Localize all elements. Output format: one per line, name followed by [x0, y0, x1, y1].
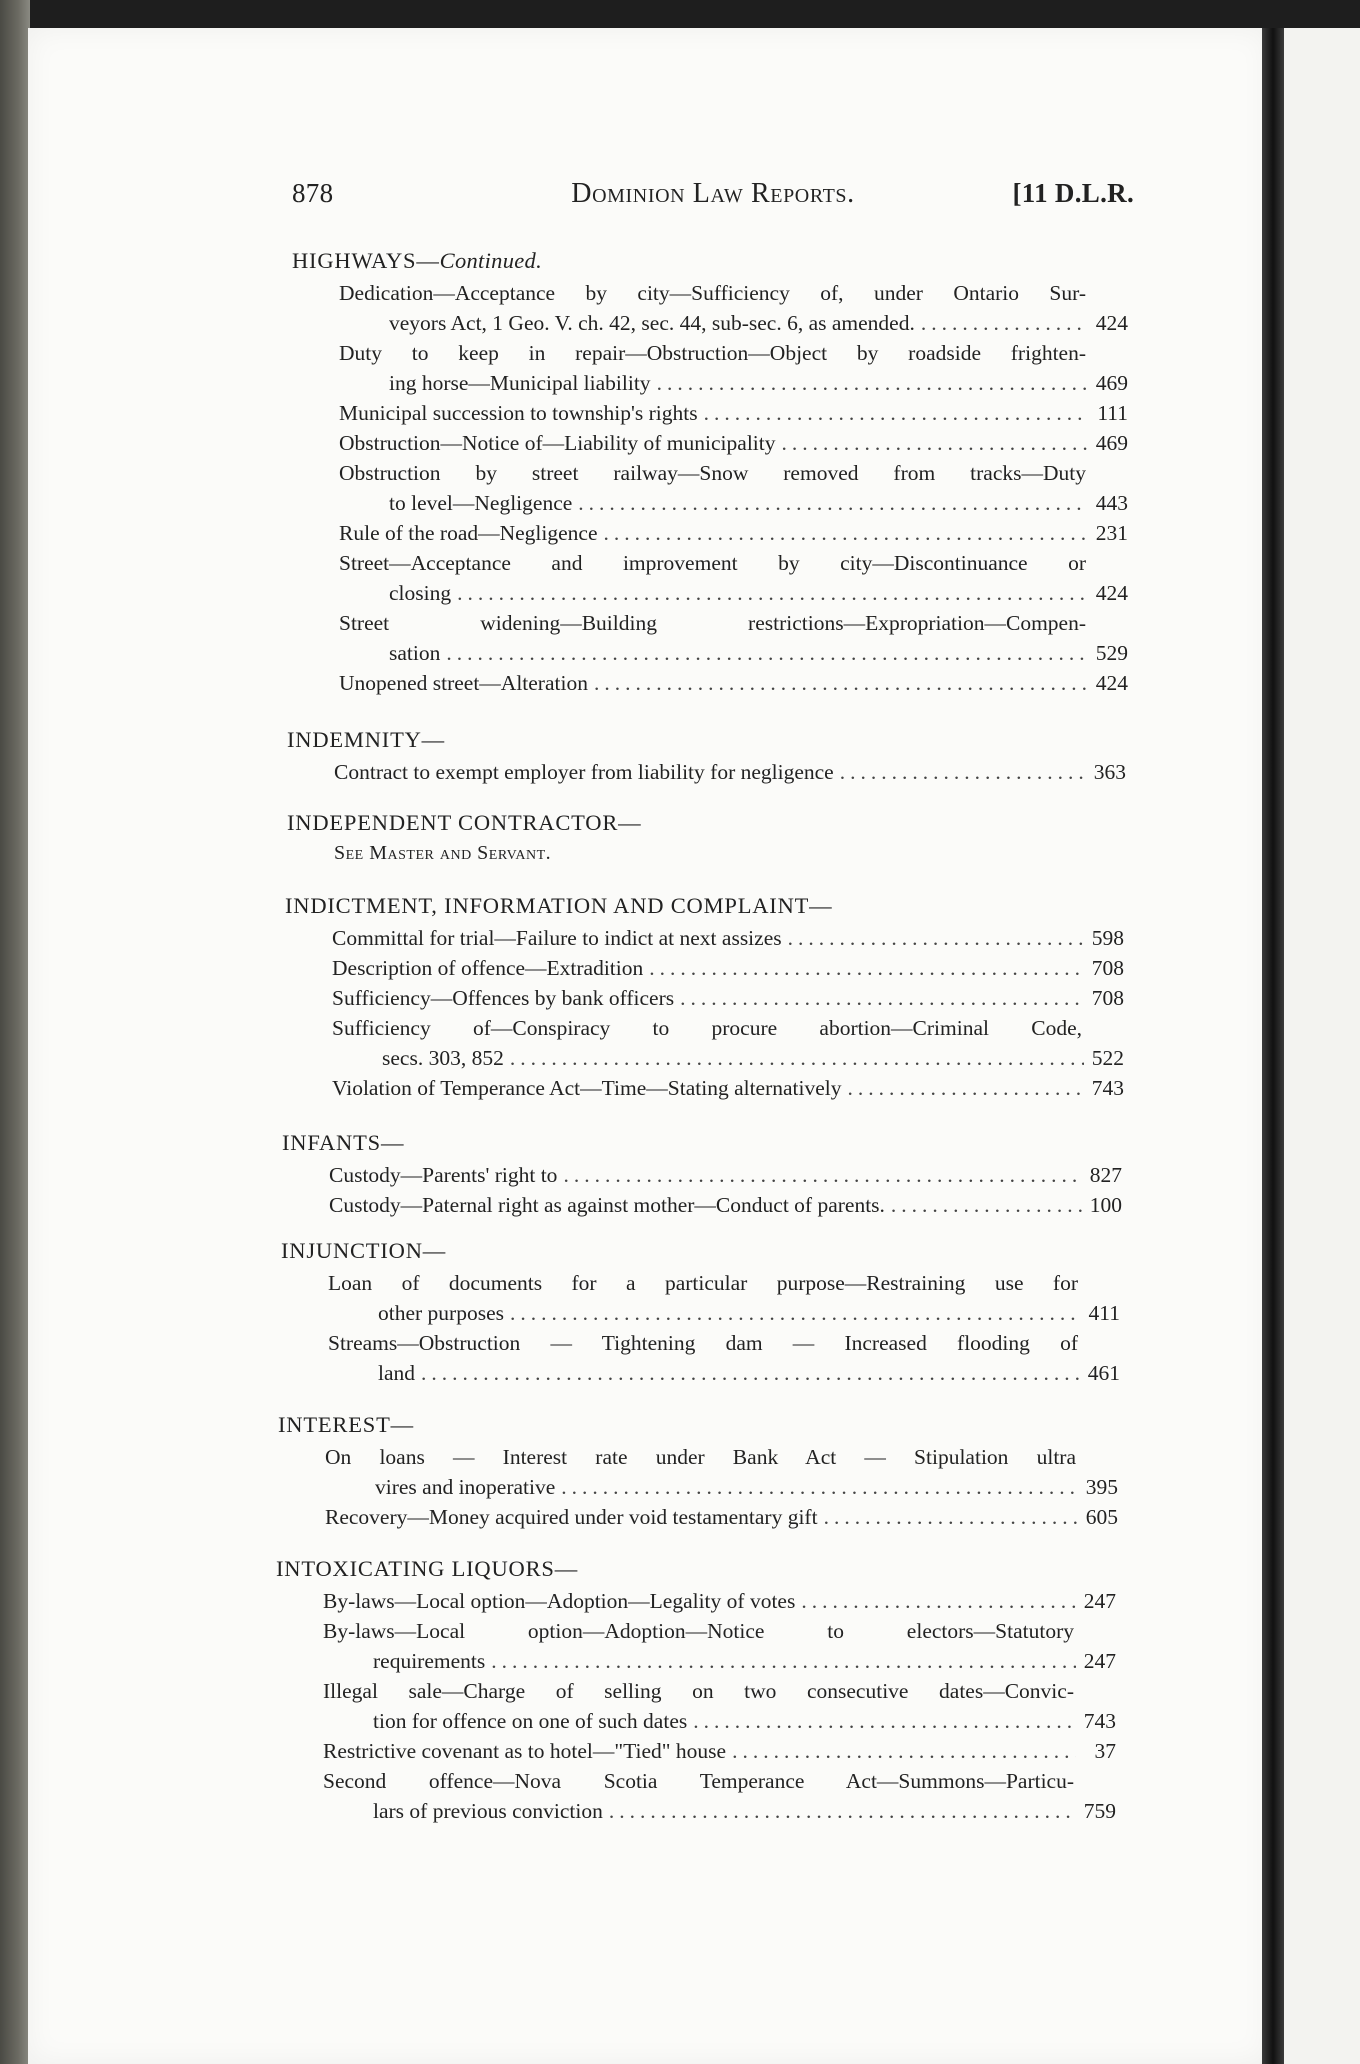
- entry-text-line: Loan of documents for a particular purpose—Restraining use for: [328, 1271, 1078, 1295]
- index-heading-text: INDEMNITY—: [287, 727, 445, 752]
- entry-text-line: Custody—Paternal right as against mother—Conduct of parents.: [329, 1193, 885, 1217]
- entry-text-line: Contract to exempt employer from liability for negligence: [334, 760, 834, 784]
- entry-text-line: Sufficiency—Offences by bank officers: [332, 986, 675, 1010]
- index-heading-text: HIGHWAYS—: [292, 248, 440, 273]
- page-reference: 247: [1083, 1589, 1116, 1613]
- leader-dots: [510, 1300, 1080, 1326]
- leader-dots: [801, 1588, 1076, 1614]
- leader-dots: [609, 1798, 1076, 1824]
- page-reference: 37: [1094, 1739, 1116, 1763]
- entry-text-line: Obstruction by street railway—Snow removed from tracks—Duty: [339, 461, 1086, 485]
- entry-text-line: Custody—Parents' right to: [329, 1163, 558, 1187]
- index-heading: [287, 810, 641, 836]
- entry-row: [389, 640, 1128, 666]
- entry-text-line: Violation of Temperance Act—Time—Stating alternatively: [332, 1076, 842, 1100]
- leader-dots: [510, 1045, 1084, 1071]
- leader-dots: [563, 1162, 1082, 1188]
- index-heading: [278, 1412, 414, 1438]
- entry-text-line: vires and inoperative: [375, 1475, 556, 1499]
- entry-row: [373, 1648, 1116, 1674]
- entry-text-line: tion for offence on one of such dates: [373, 1709, 688, 1733]
- leader-dots: [491, 1648, 1076, 1674]
- leader-dots: [594, 670, 1088, 696]
- page-reference: 529: [1095, 641, 1128, 665]
- entry-text-line: Rule of the road—Negligence: [339, 521, 598, 545]
- page-reference: 759: [1083, 1799, 1116, 1823]
- leader-dots: [824, 1504, 1078, 1530]
- index-heading-text: INDEPENDENT CONTRACTOR—: [287, 810, 642, 835]
- page-reference: 598: [1091, 926, 1124, 950]
- entry-text-line: On loans — Interest rate under Bank Act — Stipulation ultra: [325, 1445, 1076, 1469]
- page-reference: 443: [1095, 491, 1128, 515]
- page-reference: 522: [1091, 1046, 1124, 1070]
- entry-row: [325, 1504, 1118, 1530]
- index-heading-continued: Continued.: [439, 248, 543, 273]
- journal-title: Dominion Law Reports.: [571, 178, 855, 209]
- entry-row: [323, 1588, 1116, 1614]
- page-reference: 469: [1095, 431, 1128, 455]
- index-heading: [282, 1130, 404, 1156]
- entry-row: [378, 1300, 1120, 1326]
- leader-dots: [649, 955, 1084, 981]
- leader-dots: [680, 985, 1084, 1011]
- index-heading-text: INTOXICATING LIQUORS—: [276, 1556, 578, 1581]
- entry-text-line: Duty to keep in repair—Obstruction—Object by roadside frighten-: [339, 341, 1086, 365]
- entry-row: [339, 400, 1128, 426]
- entry-text-line: Obstruction—Notice of—Liability of municipality: [339, 431, 776, 455]
- entry-text-line: Sufficiency of—Conspiracy to procure abortion—Criminal Code,: [332, 1016, 1082, 1040]
- entry-text-line: closing: [389, 581, 452, 605]
- page-reference: 424: [1095, 671, 1128, 695]
- entry-row: [378, 1360, 1120, 1386]
- index-heading-text: INFANTS—: [282, 1130, 405, 1155]
- entry-row: [323, 1738, 1116, 1764]
- entry-row: [382, 1045, 1124, 1071]
- entry-row: [373, 1798, 1116, 1824]
- index-heading-text: INTEREST—: [278, 1412, 414, 1437]
- entry-row: [339, 520, 1128, 546]
- leader-dots: [891, 1192, 1082, 1218]
- index-heading: [287, 727, 445, 753]
- entry-text-line: Committal for trial—Failure to indict at next assizes: [332, 926, 782, 950]
- page-reference: 395: [1085, 1475, 1118, 1499]
- entry-text-line: Second offence—Nova Scotia Temperance Act—Summons—Particu-: [323, 1769, 1074, 1793]
- page-number: 878: [292, 178, 334, 208]
- page-reference: 461: [1087, 1361, 1120, 1385]
- page-reference: 111: [1097, 401, 1128, 425]
- leader-dots: [782, 430, 1089, 456]
- leader-dots: [848, 1075, 1084, 1101]
- entry-row: [339, 670, 1128, 696]
- entry-text-line: land: [378, 1361, 416, 1385]
- leader-dots: [732, 1738, 1076, 1764]
- entry-text-line: Description of offence—Extradition: [332, 956, 644, 980]
- leader-dots: [604, 520, 1088, 546]
- entry-row: [339, 430, 1128, 456]
- leader-dots: [421, 1360, 1080, 1386]
- leader-dots: [693, 1708, 1076, 1734]
- page-reference: 708: [1091, 956, 1124, 980]
- page-reference: 231: [1095, 521, 1128, 545]
- entry-text-line: Dedication—Acceptance by city—Sufficiency of, under Ontario Sur-: [339, 281, 1086, 305]
- leader-dots: [657, 370, 1088, 396]
- page-reference: 424: [1095, 311, 1128, 335]
- index-heading-text: INJUNCTION—: [281, 1238, 447, 1263]
- entry-row: [329, 1192, 1122, 1218]
- entry-text-line: Street widening—Building restrictions—Expropriation—Compen-: [339, 611, 1086, 635]
- leader-dots: [788, 925, 1084, 951]
- entry-row: [389, 490, 1128, 516]
- entry-row: [389, 370, 1128, 396]
- index-heading: [292, 248, 542, 274]
- entry-text-line: By-laws—Local option—Adoption—Legality of votes: [323, 1589, 796, 1613]
- entry-row: [332, 955, 1124, 981]
- entry-text-line: lars of previous conviction: [373, 1799, 603, 1823]
- page-reference: 247: [1083, 1649, 1116, 1673]
- entry-text-line: Restrictive covenant as to hotel—"Tied" house: [323, 1739, 727, 1763]
- page-reference: 363: [1093, 760, 1126, 784]
- page-reference: 424: [1095, 581, 1128, 605]
- page-reference: 411: [1088, 1301, 1120, 1325]
- entry-text-line: Street—Acceptance and improvement by city—Discontinuance or: [339, 551, 1086, 575]
- page-reference: 827: [1089, 1163, 1122, 1187]
- entry-row: [389, 580, 1128, 606]
- leader-dots: [840, 759, 1086, 785]
- entry-text-line: Illegal sale—Charge of selling on two consecutive dates—Convic-: [323, 1679, 1074, 1703]
- page-reference: 708: [1091, 986, 1124, 1010]
- page-reference: 743: [1083, 1709, 1116, 1733]
- page-reference: 469: [1095, 371, 1128, 395]
- leader-dots: [578, 490, 1088, 516]
- leader-dots: [921, 310, 1088, 336]
- entry-row: [329, 1162, 1122, 1188]
- leader-dots: [561, 1474, 1078, 1500]
- page-reference: 605: [1085, 1505, 1118, 1529]
- entry-row: [389, 310, 1128, 336]
- index-heading: [281, 1238, 446, 1264]
- entry-text-line: to level—Negligence: [389, 491, 573, 515]
- index-heading-text: INDICTMENT, INFORMATION AND COMPLAINT—: [285, 893, 833, 918]
- entry-text-line: By-laws—Local option—Adoption—Notice to electors—Statutory: [323, 1619, 1074, 1643]
- index-heading: [276, 1556, 578, 1582]
- index-heading: [285, 893, 832, 919]
- volume-reference: [11 D.L.R.: [1012, 178, 1134, 208]
- entry-text-line: Streams—Obstruction — Tightening dam — Increased flooding of: [328, 1331, 1078, 1355]
- entry-text-line: ing horse—Municipal liability: [389, 371, 651, 395]
- leader-dots: [446, 640, 1088, 666]
- leader-dots: [457, 580, 1088, 606]
- entry-row: [332, 1075, 1124, 1101]
- entry-text-line: Recovery—Money acquired under void testamentary gift: [325, 1505, 818, 1529]
- entry-row: [332, 925, 1124, 951]
- entry-row: [334, 759, 1126, 785]
- entry-text-line: veyors Act, 1 Geo. V. ch. 42, sec. 44, sub-sec. 6, as amended.: [389, 311, 915, 335]
- entry-text-line: other purposes: [378, 1301, 504, 1325]
- entry-text-line: secs. 303, 852: [382, 1046, 504, 1070]
- entry-text-line: Unopened street—Alteration: [339, 671, 588, 695]
- entry-row: [375, 1474, 1118, 1500]
- cross-reference: See Master and Servant.: [334, 842, 552, 864]
- page-reference: 743: [1091, 1076, 1124, 1100]
- entry-text-line: requirements: [373, 1649, 486, 1673]
- leader-dots: [704, 400, 1088, 426]
- entry-text-line: Municipal succession to township's rights: [339, 401, 698, 425]
- entry-text-line: sation: [389, 641, 441, 665]
- entry-row: [332, 985, 1124, 1011]
- entry-row: [373, 1708, 1116, 1734]
- page-reference: 100: [1089, 1193, 1122, 1217]
